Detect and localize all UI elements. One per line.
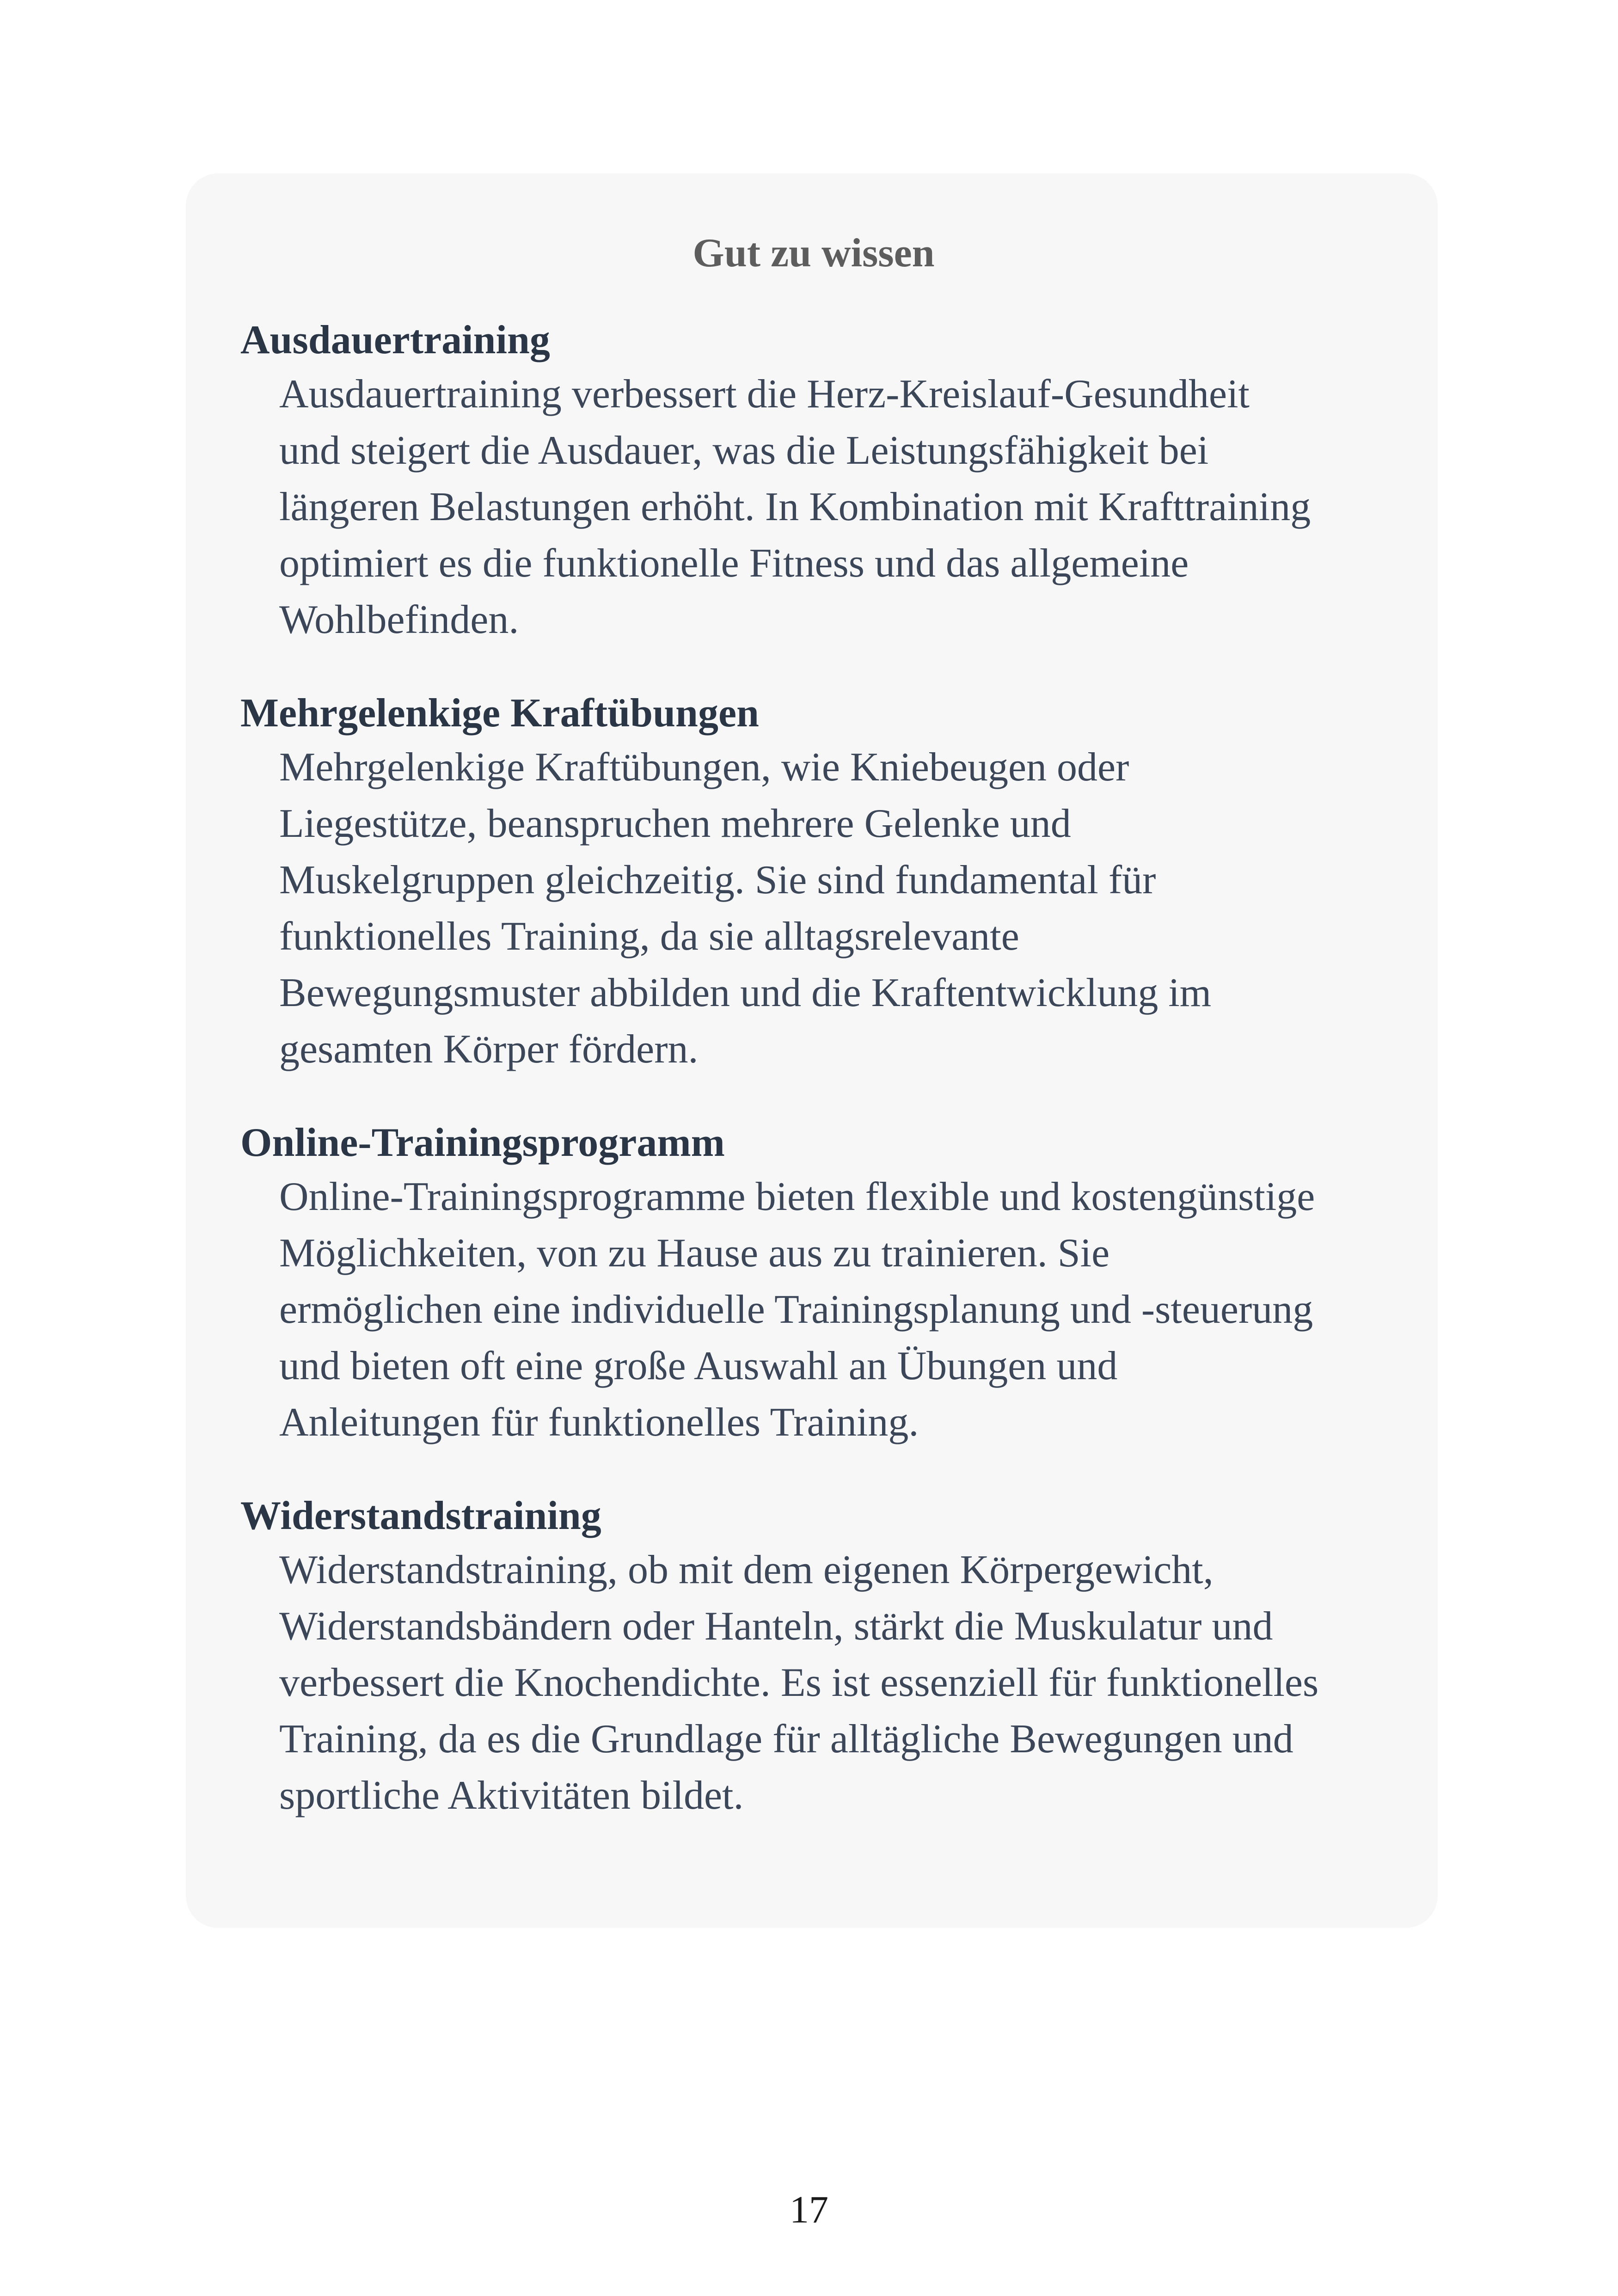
definition-line: Anleitungen für funktionelles Training. (279, 1400, 919, 1445)
glossary-definition (279, 366, 1387, 648)
info-box (186, 173, 1438, 1928)
glossary-term: Online-Trainingsprogramm (240, 1120, 725, 1165)
definition-line: Ausdauertraining verbessert die Herz-Kreislauf-Gesundheit (279, 372, 1250, 417)
glossary-entry-mehrgelenkige-kraftuebungen (240, 689, 1387, 1078)
glossary-entry-online-trainingsprogramm (240, 1118, 1387, 1451)
definition-line: Muskelgruppen gleichzeitig. Sie sind fundamental für (279, 858, 1156, 902)
glossary-definition (279, 1542, 1387, 1824)
info-box-title: Gut zu wissen (693, 231, 935, 276)
definition-line: gesamten Körper fördern. (279, 1027, 699, 1072)
definition-line: optimiert es die funktionelle Fitness und das allgemeine (279, 541, 1189, 586)
definition-line: Widerstandsbändern oder Hanteln, stärkt die Muskulatur und (279, 1604, 1273, 1649)
definition-line: Möglichkeiten, von zu Hause aus zu trainieren. Sie (279, 1231, 1110, 1276)
definition-line: Bewegungsmuster abbilden und die Kraftentwicklung im (279, 970, 1212, 1015)
glossary-entry-widerstandstraining (240, 1492, 1387, 1824)
page-number: 17 (790, 2188, 828, 2231)
definition-line: und steigert die Ausdauer, was die Leistungsfähigkeit bei (279, 428, 1209, 473)
definition-line: Online-Trainingsprogramme bieten flexible und kostengünstige (279, 1174, 1315, 1219)
definition-line: ermöglichen eine individuelle Trainingsplanung und -steuerung (279, 1287, 1313, 1332)
definition-line: längeren Belastungen erhöht. In Kombination mit Krafttraining (279, 485, 1311, 529)
definition-line: funktionelles Training, da sie alltagsrelevante (279, 914, 1019, 959)
definition-line: Wohlbefinden. (279, 597, 519, 642)
definition-line: verbessert die Knochendichte. Es ist essenziell für funktionelles (279, 1660, 1319, 1705)
definition-line: und bieten oft eine große Auswahl an Übungen und (279, 1344, 1118, 1388)
definition-line: Mehrgelenkige Kraftübungen, wie Kniebeugen oder (279, 745, 1129, 790)
definition-line: Liegestütze, beanspruchen mehrere Gelenke und (279, 801, 1071, 846)
glossary-term: Ausdauertraining (240, 318, 550, 362)
glossary-definition (279, 1169, 1387, 1451)
definition-line: Widerstandstraining, ob mit dem eigenen Körpergewicht, (279, 1547, 1214, 1592)
definition-line: sportliche Aktivitäten bildet. (279, 1773, 744, 1818)
glossary-term: Widerstandstraining (240, 1493, 601, 1538)
glossary-term: Mehrgelenkige Kraftübungen (240, 691, 759, 736)
glossary-entry-ausdauertraining (240, 316, 1387, 648)
glossary-definition (279, 739, 1387, 1078)
definition-line: Training, da es die Grundlage für alltägliche Bewegungen und (279, 1717, 1293, 1762)
